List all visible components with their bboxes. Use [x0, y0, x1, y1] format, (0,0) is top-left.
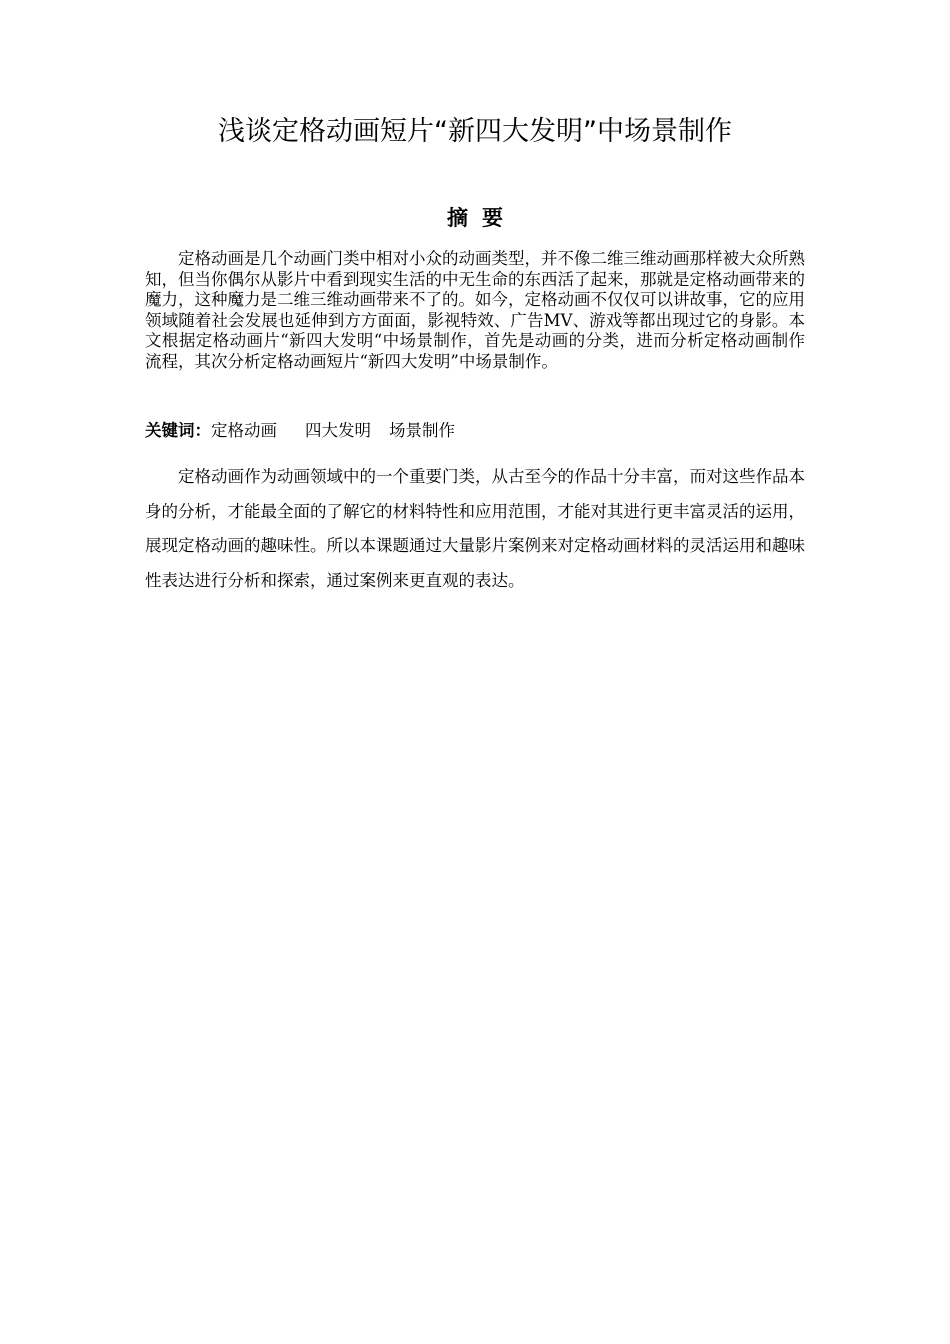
- document-title: 浅谈定格动画短片“新四大发明”中场景制作: [218, 116, 732, 147]
- abstract-heading: 摘要: [447, 206, 517, 230]
- keyword-item: 四大发明: [305, 421, 371, 440]
- abstract-body: 定格动画是几个动画门类中相对小众的动画类型，并不像二维三维动画那样被大众所熟知，但当你偶尔从影片中看到现实生活的中无生命的东西活了起来，那就是定格动画带来的魔力，这种魔力是二维三维动画带来不了的。如今，定格动画不仅仅可以讲故事，它的应用领域随着社会发展也延伸到方方面面，影视特效、广告MV、游戏等都出现过它的身影。本文根据定格动画片“新四大发明“中场景制作，首先是动画的分类，进而分析定格动画制作流程，其次分析定格动画短片“新四大发明”中场景制作。: [145, 249, 805, 371]
- keywords-label: 关键词：: [145, 421, 211, 440]
- intro-paragraph: 定格动画作为动画领域中的一个重要门类，从古至今的作品十分丰富，而对这些作品本身的分析，才能最全面的了解它的材料特性和应用范围，才能对其进行更丰富灵活的运用，展现定格动画的趣味性。所以本课题通过大量影片案例来对定格动画材料的灵活运用和趣味性表达进行分析和探索，通过案例来更直观的表达。: [145, 467, 805, 590]
- keywords-line: [145, 418, 805, 444]
- keyword-item: 场景制作: [389, 421, 455, 440]
- keyword-item: 定格动画: [211, 421, 277, 440]
